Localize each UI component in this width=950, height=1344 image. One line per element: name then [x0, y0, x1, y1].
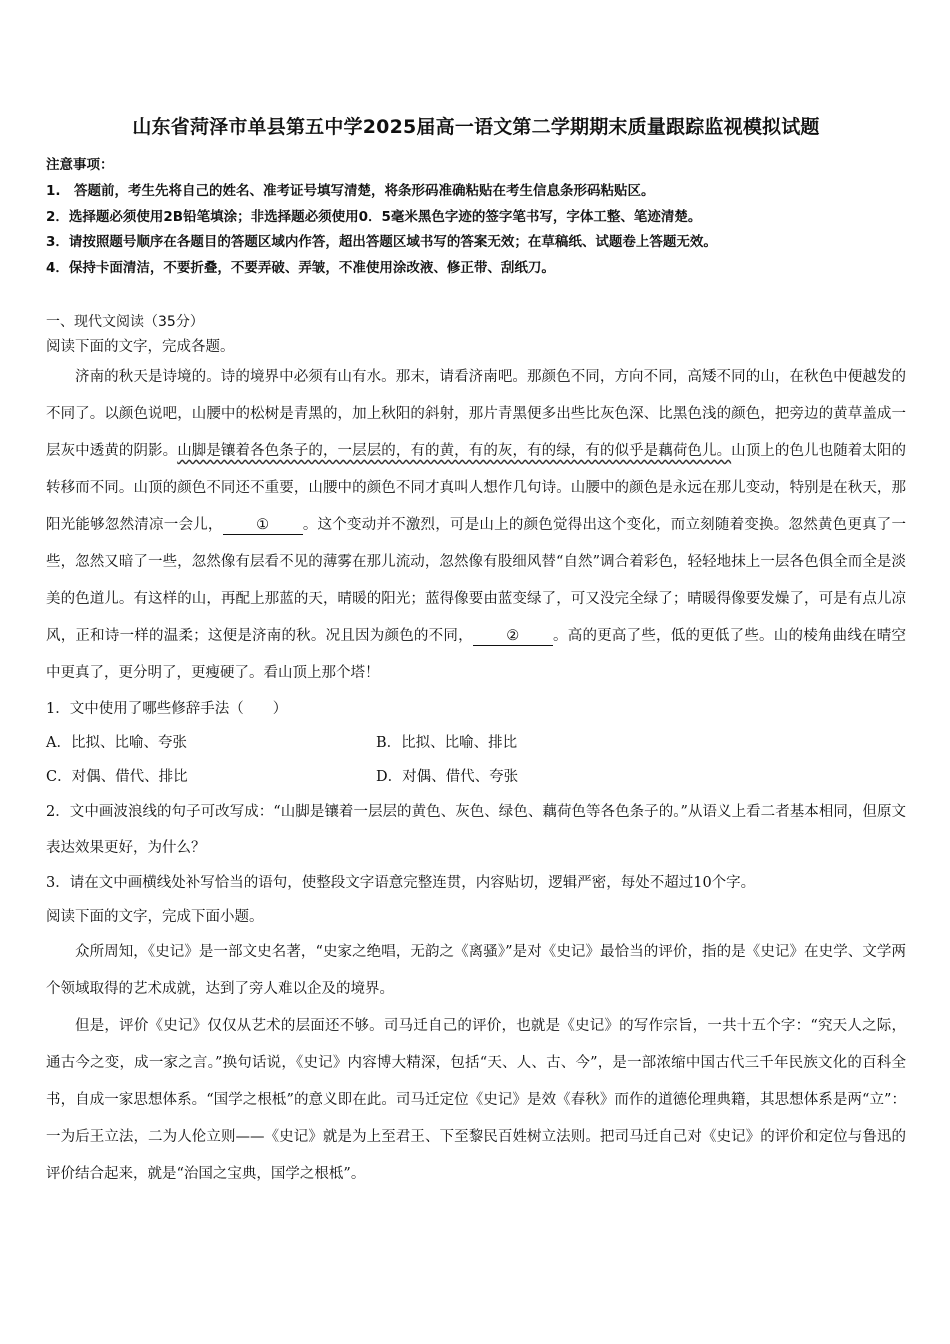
notice-item-1: 1. 答题前，考生先将自己的姓名、准考证号填写清楚，将条形码准确粘贴在考生信息条形码粘贴区。: [46, 183, 655, 199]
option-c: C．对偶、借代、排比: [46, 769, 188, 785]
passage2-paragraph-2: 但是，评价《史记》仅仅从艺术的层面还不够。司马迁自己的评价，也就是《史记》的写作宗旨，一共十五个字：“究天人之际，通古今之变，成一家之言。”换句话说，《史记》内容博大精深，包括“天、人、古、今”，是一部浓缩中国古代三千年民族文化的百科全书，自成一家思想体系。“国学之根柢”的意义即在此。司马迁定位《史记》是效《春秋》而作的道德伦理典籍，其思想体系是两“立”：一为后王立法，二为人伦立则——《史记》就是为上至君王、下至黎民百姓树立法则。把司马迁自己对《史记》的评价和定位与鲁迅的评价结合起来，就是“治国之宝典，国学之根柢”。: [46, 1018, 906, 1182]
notice-item-3: 3．请按照题号顺序在各题目的答题区域内作答，超出答题区域书写的答案无效；在草稿纸、试题卷上答题无效。: [46, 234, 717, 250]
question-1-options-row-1: [46, 726, 906, 760]
passage-text: 。高的更高了些，低的更低了些。山的棱角曲线在晴空中更真了，更分明了，更瘦硬了。看山顶上那个塔！: [46, 628, 907, 681]
option-a: A．比拟、比喻、夸张: [46, 735, 187, 751]
blank-2: ②: [473, 627, 553, 646]
page-title: 山东省菏泽市单县第五中学2025届高一语文第二学期期末质量跟踪监视模拟试题: [132, 116, 820, 138]
notice-block: [46, 153, 906, 281]
notice-item-2: 2．选择题必须使用2B铅笔填涂；非选择题必须使用0．5毫米黑色字迹的签字笔书写，字体工整、笔迹清楚。: [46, 208, 702, 225]
passage-text: 济南的秋天是诗境的。诗的境界中必须有山有水。那末，请看济南吧。那颜色不同，方向不同，高矮不同的山，在秋色中便越发的不同了。以颜色说吧，山腰中的松树是青黑的，加上秋阳的斜射，那片青黑便多出些比灰色深、比黑色浅的颜色，把旁边的黄草盖成一层灰中透黄的阴影。: [46, 369, 906, 459]
question-1-stem: 1．文中使用了哪些修辞手法（ ）: [46, 701, 288, 717]
section-title: 一、现代文阅读（35分）: [46, 314, 204, 330]
option-d: D．对偶、借代、夸张: [376, 769, 519, 785]
passage-paragraph: [46, 359, 906, 692]
question-3: 3．请在文中画横线处补写恰当的语句，使整段文字语意完整连贯，内容贴切，逻辑严密，每处不超过10个字。: [46, 875, 756, 891]
passage2-paragraph-1: 众所周知，《史记》是一部文史名著，“史家之绝唱，无韵之《离骚》”是对《史记》最恰当的评价，指的是《史记》在史学、文学两个领域取得的艺术成就，达到了旁人难以企及的境界。: [46, 944, 906, 997]
notice-heading: 注意事项：: [46, 157, 114, 173]
wavy-underlined-sentence: 山脚是镶着各色条子的，一层层的，有的黄，有的灰，有的绿，有的似乎是藕荷色儿。: [177, 443, 732, 459]
question-2: 2．文中画波浪线的句子可改写成：“山脚是镶着一层层的黄色、灰色、绿色、藕荷色等各色条子的。”从语义上看二者基本相同，但原文表达效果更好，为什么？: [46, 804, 906, 856]
question-1-options-row-2: [46, 760, 906, 794]
option-b: B．比拟、比喻、排比: [376, 735, 518, 751]
reading-instruction-2: 阅读下面的文字，完成下面小题。: [46, 909, 264, 925]
passage-text: 。这个变动并不激烈，可是山上的颜色觉得出这个变化，而立刻随着变换。忽然黄色更真了一些，忽然又暗了一些，忽然像有层看不见的薄雾在那儿流动，忽然像有股细风替“自然”调合着彩色，轻轻地抹上一层各色俱全而全是淡美的色道儿。有这样的山，再配上那蓝的天，晴暖的阳光；蓝得像要由蓝变绿了，可又没完全绿了；晴暖得像要发燥了，可是有点儿凉风，正和诗一样的温柔；这便是济南的秋。况且因为颜色的不同，: [46, 517, 907, 644]
notice-item-4: 4．保持卡面清洁，不要折叠，不要弄破、弄皱，不准使用涂改液、修正带、刮纸刀。: [46, 259, 555, 276]
passage-text: 山顶上的色儿也随着太阳的转移而不同。山顶的颜色不同还不重要，山腰中的颜色不同才真叫人想作几句诗。山腰中的颜色是永远在那儿变动，特别是在秋天，那阳光能够忽然清凉一会儿，: [46, 443, 907, 533]
blank-1: ①: [223, 516, 303, 535]
reading-instruction: 阅读下面的文字，完成各题。: [46, 339, 235, 355]
